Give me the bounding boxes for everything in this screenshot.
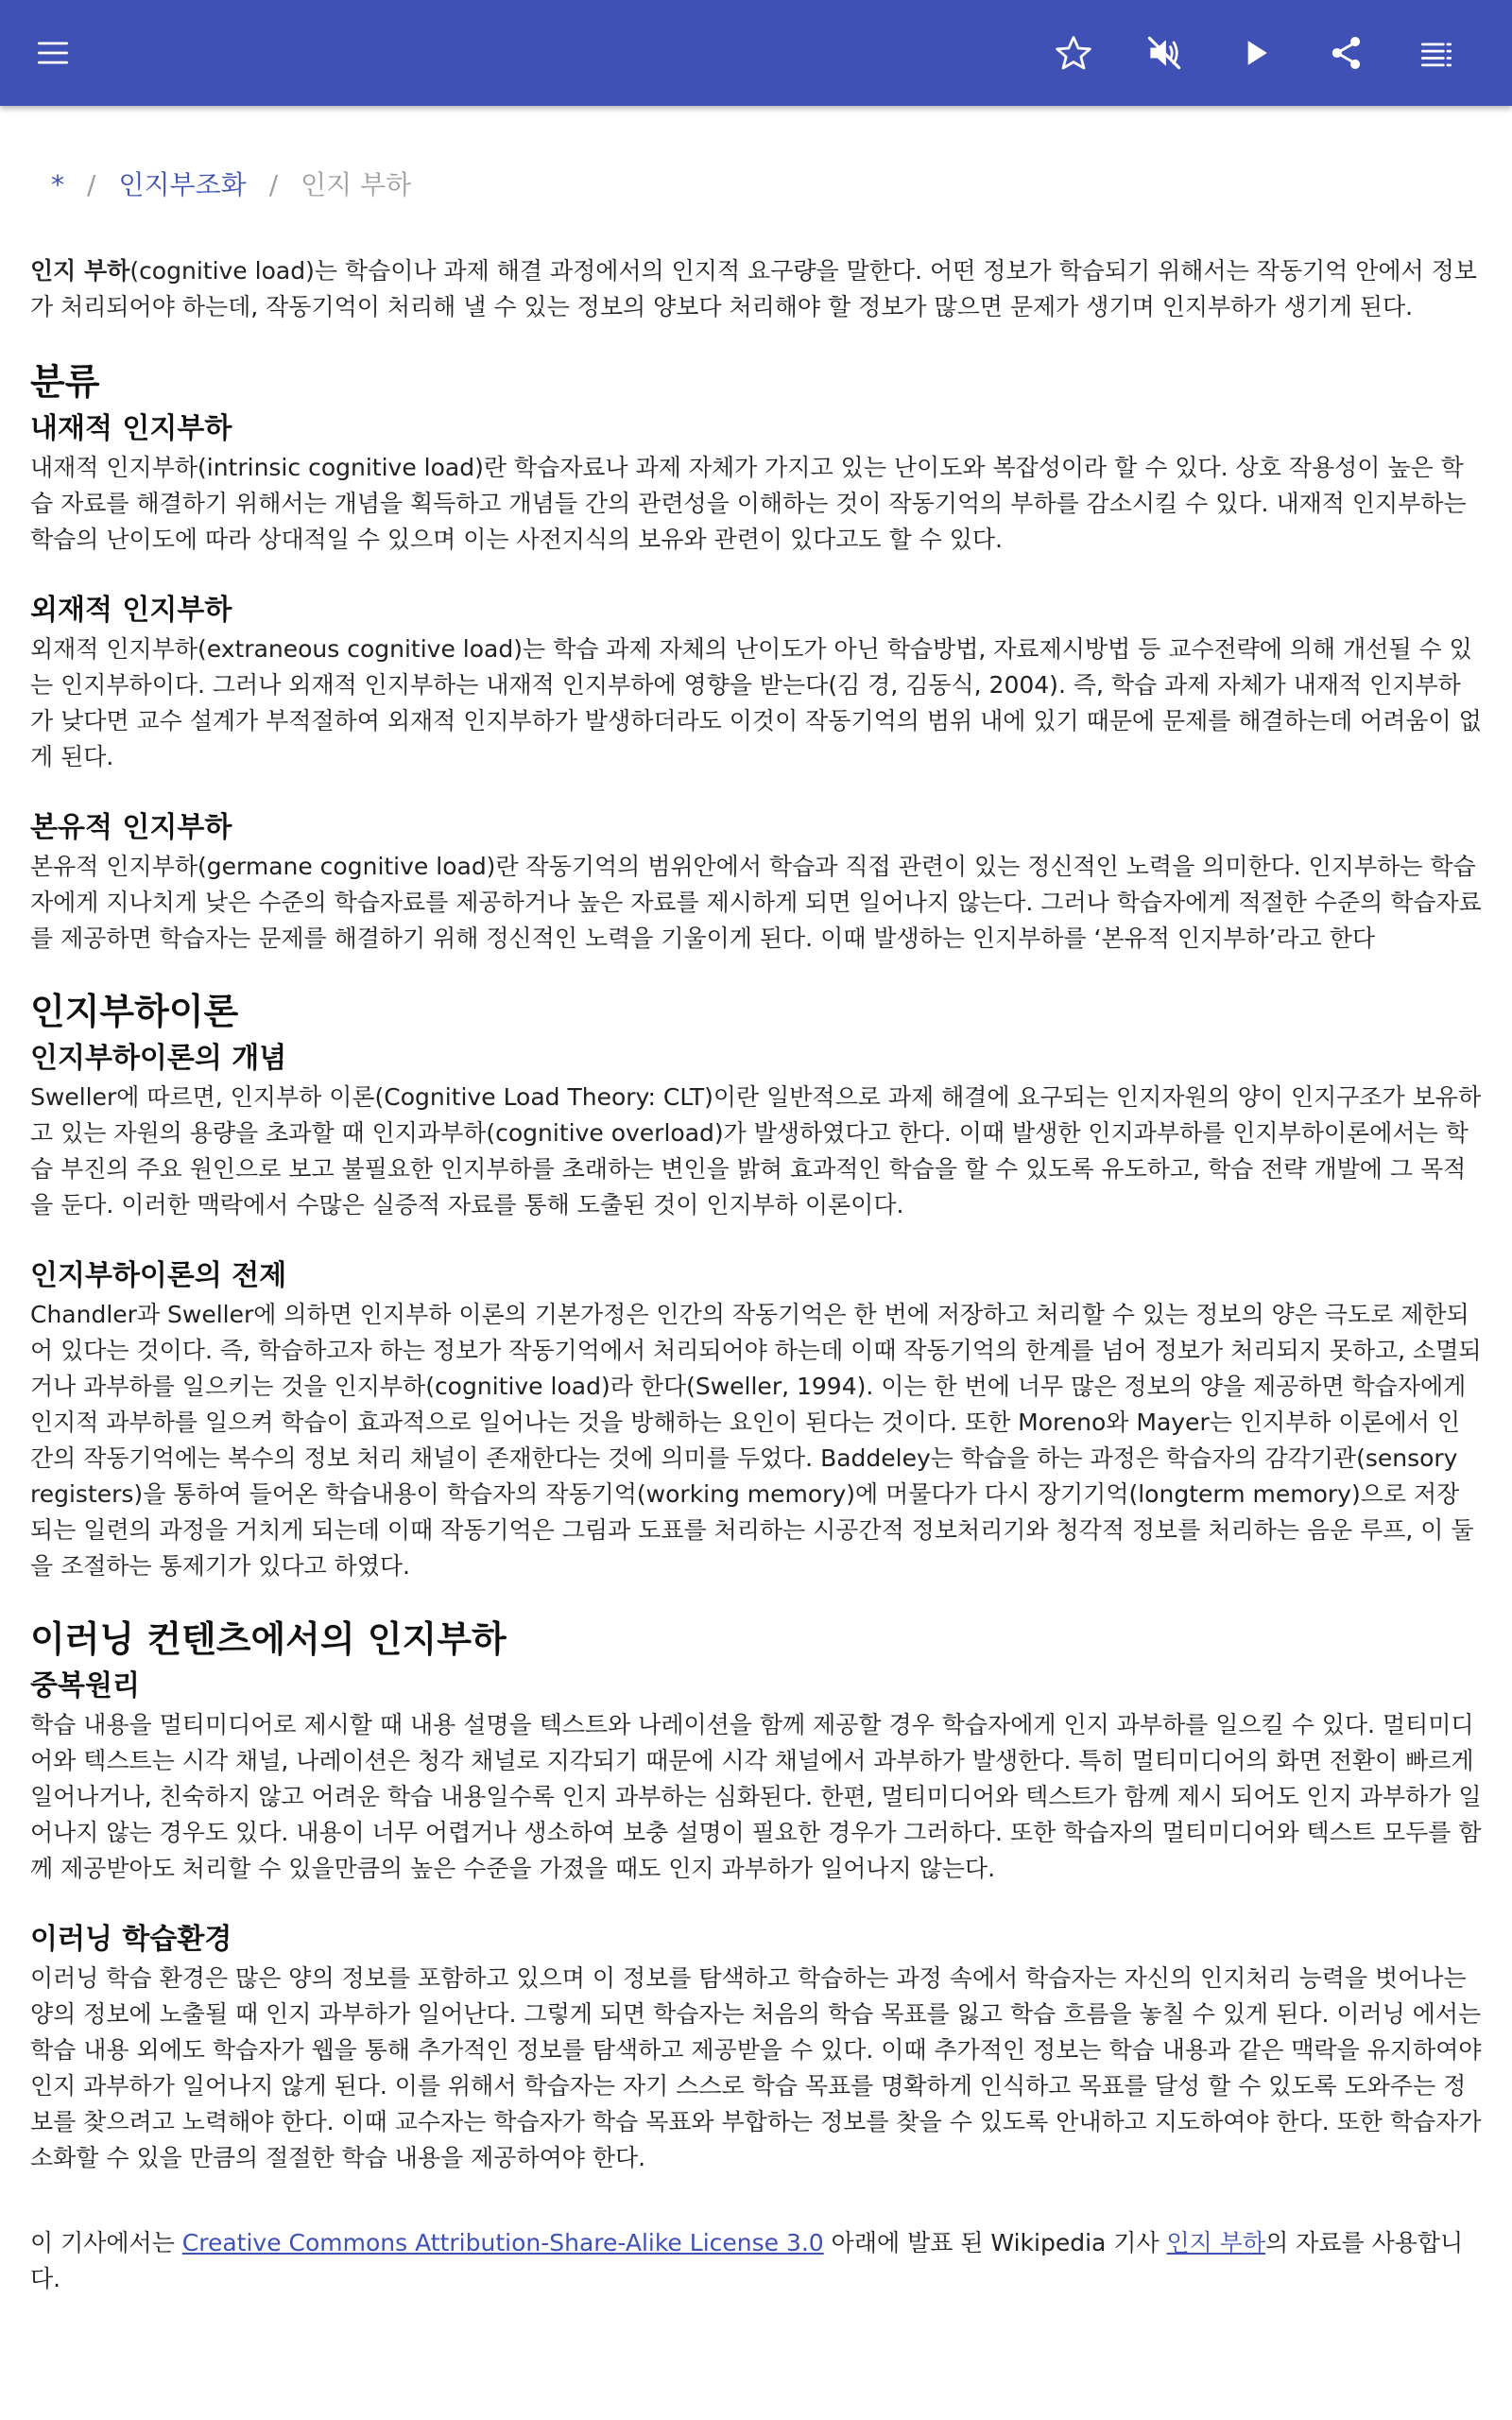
- subsection-extraneous: [30, 590, 1482, 775]
- section-heading: 인지부하이론: [30, 991, 239, 1032]
- subsection-text: Chandler과 Sweller에 의하면 인지부하 이론의 기본가정은 인간의 작동기억은 한 번에 저장하고 처리할 수 있는 정보의 양은 극도로 제한되어 있다는 것이다. 즉, 학습하고자 하는 정보가 작동기억에서 처리되어야 하는데 이때 작동기억의 한계를 넘어 정보가 처리되지 못하고, 소멸되거나 과부하를 일으키는 것을 인지부하(cognitive load)라 한다(Sweller, 1994). 이는 한 번에 너무 많은 정보의 양을 제공하면 학습자에게 인지적 과부하를 일으켜 학습이 효과적으로 일어나는 것을 방해하는 요인이 된다는 것이다. 또한 Moreno와 Mayer는 인지부하 이론에서 인간의 작동기억에는 복수의 정보 처리 채널이 존재한다는 것에 의미를 두었다. Baddeley는 학습을 하는 과정은 학습자의 감각기관(sensory registers)을 통하여 들어온 학습내용이 학습자의 작동기억(working memory)에 머물다가 다시 장기기억(longterm memory)으로 저장되는 일련의 과정을 거치게 되는데 이때 작동기억은 그림과 도표를 처리하는 시공간적 정보처리기와 청각적 정보를 처리하는 음운 루프, 이 둘을 조절하는 통제기가 있다고 하였다.: [30, 1301, 1482, 1580]
- section-heading: 분류: [30, 361, 100, 403]
- subsection-text: 본유적 인지부하(germane cognitive load)란 작동기억의 범위안에서 학습과 직접 관련이 있는 정신적인 노력을 의미한다. 인지부하는 학습자에게 지나치게 낮은 수준의 학습자료를 제공하거나 높은 자료를 제시하게 되면 일어나지 않는다. 그러나 학습자에게 적절한 수준의 학습자료를 제공하면 학습자는 문제를 해결하기 위해 정신적인 노력을 기울이게 된다. 이때 발생하는 인지부하를 ‘본유적 인지부하’라고 한다: [30, 853, 1482, 952]
- breadcrumb-parent[interactable]: 인지부조화: [118, 169, 247, 200]
- subsection-text: 외재적 인지부하(extraneous cognitive load)는 학습 과제 자체의 난이도가 아닌 학습방법, 자료제시방법 등 교수전략에 의해 개선될 수 있는 인지부하이다. 그러나 외재적 인지부하는 내재적 인지부하에 영향을 받는다(김 경, 김동식, 2004). 즉, 학습 과제 자체가 내재적 인지부하가 낮다면 교수 설계가 부적절하여 외재적 인지부하가 발생하더라도 이것이 작동기억의 범위 내에 있기 때문에 문제를 해결하는데 어려움이 없게 된다.: [30, 635, 1482, 770]
- subsection-theory-concept: [30, 1038, 1482, 1223]
- share-button[interactable]: [1312, 19, 1380, 87]
- play-icon: [1234, 32, 1276, 74]
- bookmark-button[interactable]: [1040, 19, 1108, 87]
- breadcrumb-home[interactable]: *: [51, 169, 64, 200]
- subsection-heading: 중복원리: [30, 1669, 140, 1703]
- subsection-text: 내재적 인지부하(intrinsic cognitive load)란 학습자료나 과제 자체가 가지고 있는 난이도와 복잡성이라 할 수 있다. 상호 작용성이 높은 학습 자료를 해결하기 위해서는 개념을 획득하고 개념들 간의 관련성을 이해하는 것이 작동기억의 부하를 감소시킬 수 있다. 내재적 인지부하는 학습의 난이도에 따라 상대적일 수 있으며 이는 사전지식의 보유와 관련이 있다고도 할 수 있다.: [30, 454, 1467, 553]
- subsection-theory-premise: [30, 1255, 1482, 1584]
- subsection-heading: 외재적 인지부하: [30, 594, 232, 627]
- article-link[interactable]: 인지 부하: [1166, 2229, 1266, 2256]
- breadcrumb: [30, 151, 1482, 219]
- intro-paragraph: [30, 253, 1482, 325]
- subsection-redundancy-principle: [30, 1666, 1482, 1887]
- section-elearning: [30, 1613, 1482, 2176]
- subsection-text: 이러닝 학습 환경은 많은 양의 정보를 포함하고 있으며 이 정보를 탐색하고 학습하는 과정 속에서 학습자는 자신의 인지처리 능력을 벗어나는 양의 정보에 노출될 때 인지 과부하가 일어난다. 그렇게 되면 학습자는 처음의 학습 목표를 잃고 학습 흐름을 놓칠 수 있게 된다. 이러닝 에서는 학습 내용 외에도 학습자가 웹을 통해 추가적인 정보를 탐색하고 제공받을 수 있다. 이때 추가적인 정보는 학습 내용과 같은 맥락을 유지하여야 인지 과부하가 일어나지 않게 된다. 이를 위해서 학습자는 자기 스스로 학습 목표를 명확하게 인식하고 목표를 달성 할 수 있도록 도와주는 정보를 찾으려고 노력해야 한다. 이때 교수자는 학습자가 학습 목표와 부합하는 정보를 찾을 수 있도록 안내하고 지도하여야 한다. 또한 학습자가 소화할 수 있을 만큼의 절절한 학습 내용을 제공하여야 한다.: [30, 1964, 1482, 2171]
- section-heading: 이러닝 컨텐츠에서의 인지부하: [30, 1618, 507, 1660]
- breadcrumb-separator: /: [268, 169, 279, 200]
- section-classification: [30, 355, 1482, 957]
- subsection-heading: 인지부하이론의 전제: [30, 1259, 287, 1292]
- subsection-germane: [30, 807, 1482, 957]
- table-of-contents-button[interactable]: [1402, 19, 1470, 87]
- toc-icon: [1416, 32, 1457, 74]
- article-content: [30, 151, 1482, 2297]
- breadcrumb-separator: /: [87, 169, 96, 200]
- hamburger-menu-icon: [32, 32, 74, 74]
- subsection-heading: 내재적 인지부하: [30, 412, 232, 445]
- subsection-elearning-environment: [30, 1919, 1482, 2176]
- mute-icon: [1143, 32, 1185, 74]
- subsection-heading: 본유적 인지부하: [30, 811, 232, 844]
- footer-middle: 아래에 발표 된 Wikipedia 기사: [823, 2229, 1167, 2256]
- footer-prefix: 이 기사에서는: [30, 2229, 182, 2256]
- app-toolbar: [0, 0, 1512, 106]
- mute-button[interactable]: [1130, 19, 1198, 87]
- subsection-text: Sweller에 따르면, 인지부하 이론(Cognitive Load Theory: CLT)이란 일반적으로 과제 해결에 요구되는 인지자원의 양이 인지구조가 보유하고 있는 자원의 용량을 초과할 때 인지과부하(cognitive overload)가 발생하였다고 한다. 이때 발생한 인지과부하를 인지부하이론에서는 학습 부진의 주요 원인으로 보고 불필요한 인지부하를 초래하는 변인을 밝혀 효과적인 학습을 할 수 있도록 유도하고, 학습 전략 개발에 그 목적을 둔다. 이러한 맥락에서 수많은 실증적 자료를 통해 도출된 것이 인지부하 이론이다.: [30, 1083, 1482, 1219]
- subsection-heading: 이러닝 학습환경: [30, 1923, 232, 1956]
- license-footer: [30, 2225, 1482, 2297]
- play-button[interactable]: [1221, 19, 1289, 87]
- footer-suffix: 의 자료를 사용합니다.: [30, 2229, 1464, 2292]
- subsection-heading: 인지부하이론의 개념: [30, 1042, 287, 1075]
- section-cognitive-load-theory: [30, 985, 1482, 1584]
- license-link[interactable]: Creative Commons Attribution-Share-Alike License 3.0: [181, 2229, 824, 2256]
- star-icon: [1053, 32, 1094, 74]
- subsection-intrinsic: [30, 408, 1482, 558]
- breadcrumb-current: 인지 부하: [301, 169, 412, 200]
- share-icon: [1325, 32, 1366, 74]
- subsection-text: 학습 내용을 멀티미디어로 제시할 때 내용 설명을 텍스트와 나레이션을 함께 제공할 경우 학습자에게 인지 과부하를 일으킬 수 있다. 멀티미디어와 텍스트는 시각 채널, 나레이션은 청각 채널로 지각되기 때문에 시각 채널에서 과부하가 발생한다. 특히 멀티미디어의 화면 전환이 빠르게 일어나거나, 친숙하지 않고 어려운 학습 내용일수록 인지 과부하는 심화된다. 한편, 멀티미디어와 텍스트가 함께 제시 되어도 인지 과부하가 일어나지 않는 경우도 있다. 내용이 너무 어렵거나 생소하여 보충 설명이 필요한 경우가 그러하다. 또한 학습자의 멀티미디어와 텍스트 모두를 함께 제공받아도 처리할 수 있을만큼의 높은 수준을 가졌을 때도 인지 과부하가 일어나지 않는다.: [30, 1711, 1482, 1882]
- intro-text: (cognitive load)는 학습이나 과제 해결 과정에서의 인지적 요구량을 말한다. 어떤 정보가 학습되기 위해서는 작동기억 안에서 정보가 처리되어야 하는데, 작동기억이 처리해 낼 수 있는 정보의 양보다 처리해야 할 정보가 많으면 문제가 생기며 인지부하가 생기게 된다.: [30, 257, 1477, 320]
- menu-button[interactable]: [19, 19, 87, 87]
- intro-term: 인지 부하: [30, 257, 130, 285]
